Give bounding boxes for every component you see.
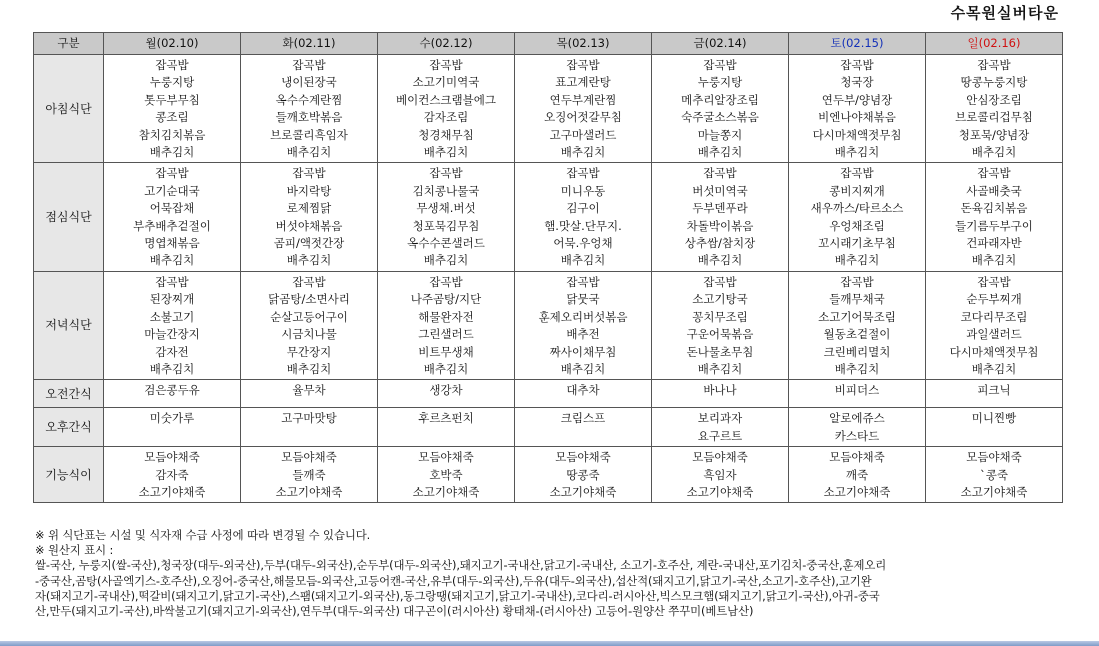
menu-cell [515, 55, 652, 163]
menu-item: 톳두부무침 [144, 92, 200, 107]
menu-cell [515, 380, 652, 408]
menu-item: 배추김치 [834, 361, 880, 376]
menu-item: 참치김치볶음 [138, 127, 206, 142]
menu-item: 배추김치 [423, 253, 469, 268]
menu-cell [789, 408, 926, 447]
menu-item: 검은콩두유 [144, 383, 200, 398]
menu-item: 돈육김치볶음 [960, 201, 1028, 216]
menu-item: 연두부/양념장 [821, 92, 893, 107]
corner-header: 구분 [34, 33, 104, 55]
meal-category: 기능식이 [34, 447, 104, 503]
menu-item: 잡곡밥 [703, 58, 737, 72]
menu-item: 크림스프 [560, 411, 606, 426]
menu-item: 잡곡밥 [566, 274, 600, 289]
menu-item: 모듬야채죽 [555, 450, 611, 465]
day-header: 일(02.16) [926, 33, 1063, 55]
menu-item: 모듬야채죽 [966, 450, 1022, 465]
menu-item: 청경채무침 [418, 127, 474, 142]
menu-item: 호박죽 [429, 467, 463, 482]
menu-item: 배추김치 [560, 145, 606, 160]
menu-item: 버섯야채볶음 [275, 218, 343, 233]
menu-item: 들기름두부구이 [955, 218, 1033, 233]
menu-cell [926, 408, 1063, 447]
menu-item: 카스타드 [834, 428, 880, 443]
menu-item: 배추김치 [149, 361, 195, 376]
menu-item: 닭곰탕/소면사리 [268, 292, 350, 307]
origin-text-line: -중국산,곰탕(사골엑기스-호주산),오징어-중국산,해물모듬-외국산,고등어캔-국산,유부(대두-외국산),두유(대두-외국산),섭산적(돼지고기,닭고기-국산,소고기-호주산),고기완 [35, 573, 872, 588]
org-title: 수목원실버타운 [950, 4, 1059, 22]
menu-item: 다시마채액젓무침 [949, 344, 1039, 359]
day-header: 목(02.13) [515, 33, 652, 55]
meal-row [34, 380, 1063, 408]
menu-cell [652, 271, 789, 379]
menu-cell [652, 408, 789, 447]
menu-cell [378, 380, 515, 408]
menu-item: `콩죽 [980, 467, 1008, 482]
menu-item: 소고기야채죽 [960, 484, 1028, 499]
menu-item: 우엉채조림 [829, 218, 885, 233]
menu-item: 피크닉 [977, 383, 1011, 398]
menu-item: 무간장지 [286, 344, 332, 359]
menu-item: 표고계란탕 [555, 75, 611, 90]
menu-item: 어묵.우엉채 [553, 236, 613, 251]
menu-cell [378, 408, 515, 447]
weekly-menu-table [33, 32, 1063, 503]
menu-item: 대추차 [566, 383, 600, 398]
menu-cell [789, 163, 926, 271]
menu-item: 베이컨스크램블에그 [396, 92, 496, 107]
menu-item: 옥수수계란찜 [275, 92, 343, 107]
menu-cell [104, 380, 241, 408]
menu-cell [652, 380, 789, 408]
menu-cell [104, 55, 241, 163]
menu-cell [926, 163, 1063, 271]
meal-category: 오전간식 [34, 380, 104, 408]
menu-item: 소고기야채죽 [823, 484, 891, 499]
menu-item: 두부덴푸라 [692, 201, 748, 216]
menu-item: 잡곡밥 [429, 274, 463, 289]
menu-item: 그린샐러드 [418, 327, 474, 342]
menu-cell [104, 163, 241, 271]
day-header: 금(02.14) [652, 33, 789, 55]
menu-item: 구운어묵볶음 [686, 327, 754, 342]
menu-item: 고구마맛탕 [281, 411, 337, 426]
menu-item: 감자죽 [155, 467, 189, 482]
menu-cell [789, 380, 926, 408]
menu-cell [104, 271, 241, 379]
menu-item: 모듬야채죽 [418, 450, 474, 465]
menu-item: 어묵잡채 [149, 201, 195, 216]
menu-cell [926, 380, 1063, 408]
menu-item: 월동초겉절이 [823, 327, 891, 342]
menu-item: 땅콩누룽지탕 [960, 75, 1028, 90]
menu-item: 땅콩죽 [566, 467, 600, 482]
menu-item: 감자조림 [423, 110, 469, 125]
menu-item: 햄.맛살.단무지. [544, 218, 622, 233]
menu-item: 배추김치 [697, 253, 743, 268]
menu-item: 알로에쥬스 [829, 411, 885, 426]
menu-item: 무생채.버섯 [416, 201, 476, 216]
menu-item: 잡곡밥 [566, 58, 600, 72]
menu-cell [515, 447, 652, 503]
menu-item: 잡곡밥 [840, 274, 874, 289]
menu-item: 깨죽 [845, 467, 869, 482]
menu-item: 배추김치 [286, 145, 332, 160]
menu-item: 잡곡밥 [977, 274, 1011, 289]
menu-cell [652, 163, 789, 271]
menu-item: 흑임자 [703, 467, 737, 482]
menu-cell [378, 447, 515, 503]
menu-item: 안심장조림 [966, 92, 1022, 107]
menu-item: 건파래자반 [966, 236, 1022, 251]
menu-item: 누룽지탕 [697, 75, 743, 90]
menu-item: 비피더스 [834, 383, 880, 398]
meal-row [34, 163, 1063, 271]
meal-category: 오후간식 [34, 408, 104, 447]
menu-item: 잡곡밥 [155, 58, 189, 72]
menu-item: 잡곡밥 [703, 166, 737, 181]
menu-item: 모듬야채죽 [692, 450, 748, 465]
menu-item: 상추쌈/참치장 [684, 236, 756, 251]
menu-item: 고구마샐러드 [549, 127, 617, 142]
menu-item: 시금치나물 [281, 327, 337, 342]
menu-item: 마늘간장지 [144, 327, 200, 342]
menu-item: 된장찌개 [149, 292, 195, 307]
menu-cell [241, 55, 378, 163]
menu-item: 미니찐빵 [971, 411, 1017, 426]
menu-item: 해물완자전 [418, 309, 474, 324]
menu-item: 감자전 [155, 344, 189, 359]
menu-cell [241, 447, 378, 503]
menu-item: 바나나 [703, 383, 737, 398]
menu-item: 배추김치 [697, 145, 743, 160]
day-header: 월(02.10) [104, 33, 241, 55]
meal-row [34, 447, 1063, 503]
menu-item: 소고기탕국 [692, 292, 748, 307]
menu-item: 잡곡밥 [292, 274, 326, 289]
table-body [34, 55, 1063, 503]
day-header: 수(02.12) [378, 33, 515, 55]
menu-item: 소고기어묵조림 [818, 309, 896, 324]
menu-item: 모듬야채죽 [144, 450, 200, 465]
menu-cell [789, 271, 926, 379]
menu-item: 누룽지탕 [149, 75, 195, 90]
menu-item: 냉이된장국 [281, 75, 337, 90]
menu-item: 잡곡밥 [429, 58, 463, 72]
menu-item: 잡곡밥 [840, 58, 874, 72]
menu-cell [652, 55, 789, 163]
meal-row [34, 271, 1063, 379]
menu-cell [926, 271, 1063, 379]
menu-item: 비엔나야채볶음 [818, 110, 896, 125]
menu-item: 요구르트 [697, 428, 743, 443]
menu-item: 연두부계란찜 [549, 92, 617, 107]
menu-item: 김치콩나물국 [412, 183, 480, 198]
menu-item: 옥수수콘샐러드 [407, 236, 485, 251]
menu-item: 청포묵김무침 [412, 218, 480, 233]
menu-item: 메추리알장조림 [681, 92, 759, 107]
menu-item: 배추김치 [697, 361, 743, 376]
menu-item: 훈제오리버섯볶음 [538, 309, 628, 324]
menu-item: 브로콜리흑임자 [270, 127, 348, 142]
menu-item: 배추전 [566, 327, 600, 342]
menu-item: 잡곡밥 [155, 274, 189, 289]
menu-cell [652, 447, 789, 503]
notice-line: ※ 위 식단표는 시설 및 식자재 수급 사정에 따라 변경될 수 있습니다. [35, 528, 371, 542]
menu-item: 소불고기 [149, 309, 195, 324]
menu-item: 잡곡밥 [292, 166, 326, 181]
menu-item: 명엽채볶음 [144, 236, 200, 251]
menu-item: 잡곡밥 [292, 58, 326, 72]
menu-item: 나주곰탕/지단 [410, 292, 482, 307]
menu-item: 미숫가루 [149, 411, 195, 426]
menu-item: 오징어젓갈무침 [544, 110, 622, 125]
menu-item: 배추김치 [834, 253, 880, 268]
menu-item: 코다리무조림 [960, 309, 1028, 324]
menu-item: 로제찜닭 [286, 201, 332, 216]
menu-cell [104, 447, 241, 503]
origin-text-line: 쌀-국산, 누룽지(쌀-국산),청국장(대두-외국산),두부(대두-외국산),순두부(대두-외국산),돼지고기-국내산,닭고기-국내산, 소고기-호주산, 계란-국내산,포기김치-중국산,훈제오리 [35, 558, 887, 573]
menu-item: 보리과자 [697, 411, 743, 426]
menu-item: 생강차 [429, 383, 463, 398]
menu-item: 콩조림 [155, 110, 189, 125]
window-bottom-bar [0, 641, 1099, 646]
menu-item: 율무차 [292, 383, 326, 398]
menu-item: 배추김치 [971, 145, 1017, 160]
menu-item: 고기순대국 [144, 183, 200, 198]
menu-cell [789, 55, 926, 163]
menu-item: 김구이 [566, 201, 600, 216]
menu-item: 곰피/액젓간장 [273, 236, 345, 251]
meal-row [34, 55, 1063, 163]
menu-item: 들깨무채국 [829, 292, 885, 307]
menu-item: 비트무생채 [418, 344, 474, 359]
menu-item: 잡곡밥 [566, 166, 600, 181]
menu-cell [104, 408, 241, 447]
menu-item: 잡곡밥 [977, 166, 1011, 181]
menu-item: 배추김치 [834, 145, 880, 160]
origin-text-line: 산,만두(돼지고기-국산),바싹불고기(돼지고기-외국산),연두부(대두-외국산) 대구곤이(러시아산) 황태채-(러시아산) 고등어-원양산 쭈꾸미(베트남산) [35, 604, 754, 619]
menu-cell [926, 55, 1063, 163]
menu-item: 잡곡밥 [429, 166, 463, 181]
menu-cell [241, 271, 378, 379]
day-header: 토(02.15) [789, 33, 926, 55]
menu-item: 청포묵/양념장 [958, 127, 1030, 142]
menu-item: 모듬야채죽 [829, 450, 885, 465]
meal-row [34, 408, 1063, 447]
menu-item: 소고기미역국 [412, 75, 480, 90]
origin-label: ※ 원산지 표시 : [35, 543, 114, 558]
menu-item: 짜사이채무침 [549, 344, 617, 359]
menu-cell [378, 55, 515, 163]
menu-item: 크린베리멸치 [823, 344, 891, 359]
menu-item: 브로콜리겁무침 [955, 110, 1033, 125]
notes-section [35, 528, 1065, 619]
menu-item: 꼬시래기초무침 [818, 236, 896, 251]
menu-cell [241, 380, 378, 408]
menu-item: 잡곡밥 [977, 58, 1011, 72]
menu-item: 배추김치 [149, 253, 195, 268]
menu-item: 닭뭇국 [566, 292, 600, 307]
menu-item: 배추김치 [560, 361, 606, 376]
menu-item: 순살고등어구이 [270, 309, 348, 324]
meal-category: 아침식단 [34, 55, 104, 163]
menu-item: 부추배추겉절이 [133, 218, 211, 233]
menu-item: 배추김치 [971, 253, 1017, 268]
menu-item: 잡곡밥 [155, 166, 189, 181]
menu-item: 배추김치 [560, 253, 606, 268]
menu-item: 모듬야채죽 [281, 450, 337, 465]
menu-item: 과일샐러드 [966, 327, 1022, 342]
menu-item: 들깨죽 [292, 467, 326, 482]
menu-item: 순두부찌개 [966, 292, 1022, 307]
menu-item: 소고기야채죽 [138, 484, 206, 499]
menu-item: 배추김치 [149, 145, 195, 160]
menu-cell [241, 163, 378, 271]
menu-item: 후르츠펀치 [418, 411, 474, 426]
menu-item: 다시마채액젓무침 [812, 127, 902, 142]
menu-item: 버섯미역국 [692, 183, 748, 198]
menu-item: 바지락탕 [286, 183, 332, 198]
menu-cell [789, 447, 926, 503]
menu-cell [515, 163, 652, 271]
menu-cell [378, 271, 515, 379]
menu-cell [926, 447, 1063, 503]
menu-item: 소고기야채죽 [549, 484, 617, 499]
menu-cell [515, 408, 652, 447]
menu-item: 배추김치 [971, 361, 1017, 376]
menu-cell [378, 163, 515, 271]
menu-item: 숙주굴소스볶음 [681, 110, 759, 125]
menu-item: 소고기야채죽 [686, 484, 754, 499]
menu-item: 마늘쫑지 [697, 127, 743, 142]
menu-item: 소고기야채죽 [412, 484, 480, 499]
menu-item: 청국장 [840, 75, 874, 90]
table-header-row [34, 33, 1063, 55]
menu-item: 콩비지찌개 [829, 183, 885, 198]
menu-item: 소고기야채죽 [275, 484, 343, 499]
menu-item: 미니우동 [560, 183, 606, 198]
menu-cell [241, 408, 378, 447]
menu-item: 차돌박이볶음 [686, 218, 754, 233]
menu-item: 꽁치무조림 [692, 309, 748, 324]
menu-cell [515, 271, 652, 379]
menu-item: 사골배춧국 [966, 183, 1022, 198]
menu-item: 잡곡밥 [840, 166, 874, 181]
meal-category: 점심식단 [34, 163, 104, 271]
menu-item: 돈나물초무침 [686, 344, 754, 359]
menu-item: 잡곡밥 [703, 274, 737, 289]
origin-text-line: 자(돼지고기-국내산),떡갈비(돼지고기,닭고기-국산),스팸(돼지고기-외국산),동그랑땡(돼지고기,닭고기-국내산),코다리-러시아산,빅스모크햄(돼지고기,닭고기-국산),아귀-중국 [35, 588, 880, 603]
day-header: 화(02.11) [241, 33, 378, 55]
menu-item: 들깨호박볶음 [275, 110, 343, 125]
meal-category: 저녁식단 [34, 271, 104, 379]
menu-item: 배추김치 [286, 361, 332, 376]
menu-item: 배추김치 [423, 145, 469, 160]
menu-item: 배추김치 [286, 253, 332, 268]
menu-item: 배추김치 [423, 361, 469, 376]
menu-item: 새우까스/타르소스 [810, 201, 904, 216]
